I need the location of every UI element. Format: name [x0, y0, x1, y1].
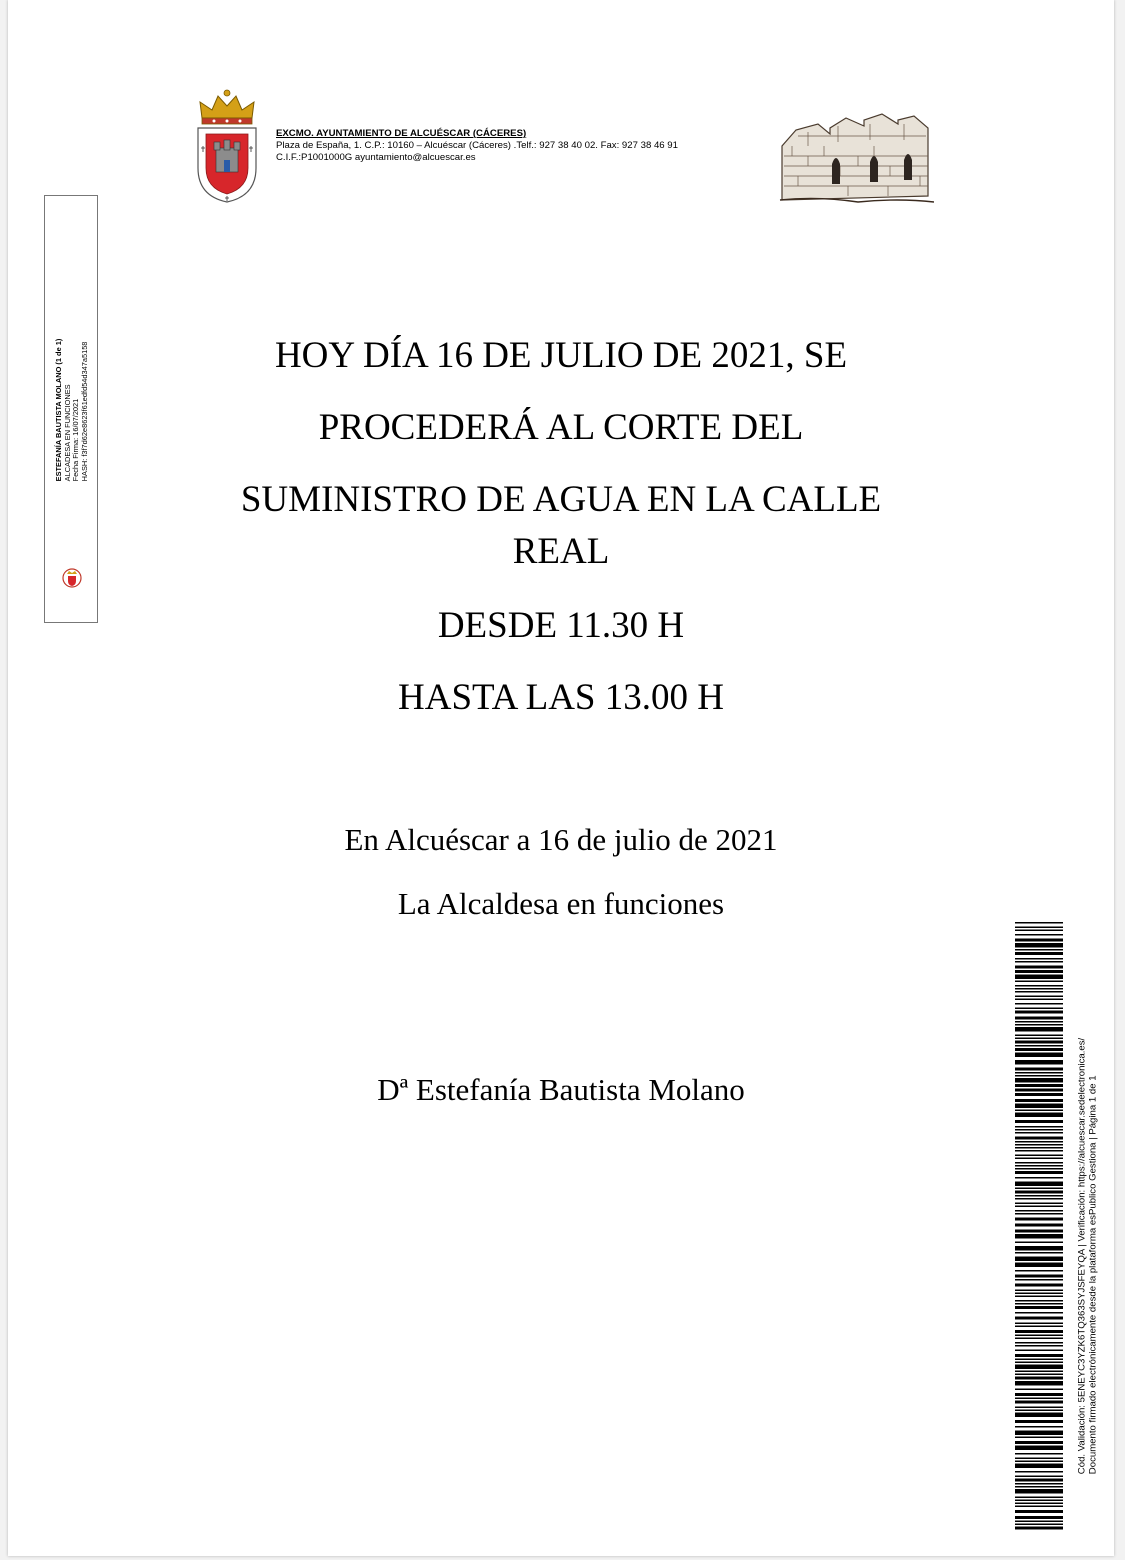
barcode-bar	[1015, 1306, 1063, 1309]
barcode-bar	[1015, 1144, 1063, 1146]
barcode-bar	[1015, 1326, 1063, 1328]
barcode-bar	[1015, 1242, 1063, 1244]
barcode-bar	[1015, 1099, 1063, 1102]
barcode-bar	[1015, 1420, 1063, 1423]
barcode-bar	[1015, 1338, 1063, 1340]
barcode-bar	[1015, 1354, 1063, 1357]
barcode-bar	[1015, 1147, 1063, 1149]
barcode-bar	[1015, 1158, 1063, 1160]
barcode-bar	[1015, 988, 1063, 990]
barcode-bar	[1015, 1113, 1063, 1118]
barcode-bar	[1015, 970, 1063, 973]
barcode-bar	[1015, 1323, 1063, 1325]
place-and-date: En Alcuéscar a 16 de julio de 2021	[344, 822, 778, 857]
barcode-bar	[1015, 996, 1063, 998]
barcode-bar	[1015, 1072, 1063, 1074]
barcode-bar	[1015, 1486, 1063, 1488]
barcode-bar	[1015, 1483, 1063, 1485]
barcode-bar	[1015, 1234, 1063, 1239]
barcode-bar	[1015, 1381, 1063, 1386]
barcode-bar	[1015, 1011, 1063, 1014]
barcode-bar	[1015, 1464, 1063, 1469]
barcode-bar	[1015, 1471, 1063, 1473]
barcode-bar	[1015, 1516, 1063, 1519]
barcode-bar	[1015, 949, 1063, 951]
barcode-bar	[1015, 1230, 1063, 1233]
barcode-bar	[1015, 1527, 1063, 1530]
barcode-bar	[1015, 1068, 1063, 1071]
barcode-bar	[1015, 1389, 1063, 1391]
barcode-bar	[1015, 1213, 1063, 1215]
barcode-bar	[1015, 1279, 1063, 1281]
barcode-bar	[1015, 1521, 1063, 1523]
barcode-bar	[1015, 1252, 1063, 1254]
barcode-bar	[1015, 1524, 1063, 1526]
barcode-bar	[1015, 1150, 1063, 1152]
signer-name: Dª Estefanía Bautista Molano	[377, 1072, 745, 1107]
organization-name: EXCMO. AYUNTAMIENTO DE ALCUÉSCAR (CÁCERES)	[276, 128, 527, 139]
barcode-bar	[1015, 1021, 1063, 1023]
barcode-bar	[1015, 1410, 1063, 1412]
document-page	[8, 0, 1114, 1556]
notice-line-2: PROCEDERÁ AL CORTE DEL	[318, 407, 804, 448]
barcode-bar	[1015, 1441, 1063, 1444]
barcode-bar	[1015, 1479, 1063, 1482]
barcode-bar	[1015, 1141, 1063, 1143]
barcode-bar	[1015, 1342, 1063, 1344]
barcode-bar	[1015, 1182, 1063, 1187]
verification-platform-line: Documento firmado electrónicamente desde la plataforma esPublico Gestiona | Página 1 de 1	[1088, 1075, 1099, 1475]
barcode-bar	[1015, 1203, 1063, 1205]
barcode-bar	[1015, 1503, 1063, 1505]
verification-text	[1077, 1038, 1100, 1474]
barcode-bar	[1015, 1038, 1063, 1040]
barcode-bar	[1015, 934, 1063, 936]
barcode-bar	[1015, 1246, 1063, 1251]
barcode-bar	[1015, 1461, 1063, 1463]
barcode-bar	[1015, 922, 1063, 924]
barcode-bar	[1015, 1500, 1063, 1502]
barcode-bar	[1015, 1374, 1063, 1376]
barcode-bar	[1015, 985, 1063, 987]
barcode-bar	[1015, 1035, 1063, 1037]
barcode-bar	[1015, 1293, 1063, 1295]
barcode-bar	[1015, 966, 1063, 969]
barcode-bar	[1015, 943, 1063, 948]
church-drawing	[778, 112, 934, 204]
barcode-bar	[1015, 1177, 1063, 1179]
barcode-bar	[1015, 958, 1063, 960]
barcode-bar	[1015, 1437, 1063, 1439]
barcode-bar	[1015, 1359, 1063, 1361]
barcode-bar	[1015, 1171, 1063, 1174]
barcode-bar	[1015, 1257, 1063, 1262]
barcode-bar	[1015, 1371, 1063, 1373]
barcode-bar	[1015, 1024, 1063, 1026]
barcode-bar	[1015, 1398, 1063, 1400]
barcode-bar	[1015, 1110, 1063, 1112]
barcode-bar	[1015, 1350, 1063, 1352]
barcode-bar	[1015, 1078, 1063, 1083]
barcode-bar	[1015, 1129, 1063, 1131]
barcode-bar	[1015, 1137, 1063, 1140]
barcode-bar	[1015, 1296, 1063, 1298]
barcode-bar	[1015, 961, 1063, 963]
barcode-bar	[1015, 1003, 1063, 1005]
barcode-bar	[1015, 1165, 1063, 1167]
address-line: Plaza de España, 1. C.P.: 10160 – Alcuéscar (Cáceres) .Telf.: 927 38 40 02. Fax: 927 38 46 91	[276, 140, 678, 151]
barcode-bar	[1015, 1407, 1063, 1409]
barcode-bar	[1015, 1393, 1063, 1396]
barcode-bar	[1015, 1270, 1063, 1272]
barcode-bar	[1015, 939, 1063, 942]
barcode-bar	[1015, 1218, 1063, 1221]
barcode-bar	[1015, 1263, 1063, 1268]
barcode-bar	[1015, 1155, 1063, 1157]
barcode-bar	[1015, 1446, 1063, 1451]
barcode-bar	[1015, 1510, 1063, 1513]
seal-icon	[61, 567, 83, 589]
signer-role: La Alcaldesa en funciones	[397, 886, 725, 921]
barcode-bar	[1015, 1126, 1063, 1128]
barcode-bar	[1015, 1084, 1063, 1087]
barcode-bar	[1015, 1008, 1063, 1010]
barcode-bar	[1015, 1168, 1063, 1170]
barcode-bar	[1015, 1330, 1063, 1333]
stamp-date: Fecha Firma: 16/07/2021	[71, 398, 80, 482]
barcode-bar	[1015, 1188, 1063, 1190]
barcode-bar	[1015, 999, 1063, 1001]
barcode-bar	[1015, 1104, 1063, 1109]
barcode-bar	[1015, 1132, 1063, 1134]
barcode-bar	[1015, 1497, 1063, 1499]
barcode-bar	[1015, 1335, 1063, 1337]
barcode	[1015, 922, 1063, 1530]
barcode-bar	[1015, 975, 1063, 980]
barcode-bar	[1015, 1312, 1063, 1314]
barcode-bar	[1015, 1317, 1063, 1320]
stamp-signer: ESTEFANÍA BAUTISTA MOLANO (1 de 1)	[53, 338, 63, 482]
barcode-bar	[1015, 1045, 1063, 1047]
barcode-bar	[1015, 991, 1063, 993]
coat-of-arms-logo	[194, 88, 260, 204]
notice-line-1: HOY DÍA 16 DE JULIO DE 2021, SE	[274, 335, 848, 376]
barcode-bar	[1015, 927, 1063, 929]
barcode-bar	[1015, 1120, 1063, 1123]
barcode-bar	[1015, 1060, 1063, 1065]
barcode-bar	[1015, 1027, 1063, 1032]
barcode-bar	[1015, 1377, 1063, 1380]
barcode-bar	[1015, 1362, 1063, 1364]
barcode-bar	[1015, 1303, 1063, 1305]
notice-line-3: SUMINISTRO DE AGUA EN LA CALLE REAL	[240, 479, 882, 572]
notice-line-4: DESDE 11.30 H	[437, 605, 685, 646]
barcode-bar	[1015, 930, 1063, 932]
barcode-bar	[1015, 1195, 1063, 1197]
barcode-bar	[1015, 1048, 1063, 1051]
barcode-bar	[1015, 1284, 1063, 1287]
barcode-bar	[1015, 1431, 1063, 1436]
barcode-bar	[1015, 1489, 1063, 1494]
barcode-bar	[1015, 1345, 1063, 1347]
cif-email-line: C.I.F.:P1001000G ayuntamiento@alcuescar.es	[276, 152, 476, 163]
barcode-bar	[1015, 1290, 1063, 1292]
stamp-hash: HASH: f3f7d62e8623f61edfd54d347a5158	[79, 341, 89, 482]
barcode-bar	[1015, 1224, 1063, 1227]
barcode-bar	[1015, 1041, 1063, 1044]
verification-code-line: Cód. Validación: 5ENEYC3YZK6TQ363SYJSFEYQA | Verificación: https://alcuescar.sedelectronica.es/	[1076, 1037, 1088, 1475]
barcode-bar	[1015, 1365, 1063, 1370]
barcode-bar	[1015, 1300, 1063, 1302]
barcode-bar	[1015, 1206, 1063, 1208]
stamp-role: ALCADESA EN FUNCIONES	[62, 384, 72, 482]
barcode-bar	[1015, 1075, 1063, 1077]
barcode-bar	[1015, 1162, 1063, 1164]
barcode-bar	[1015, 1053, 1063, 1058]
barcode-bar	[1015, 1401, 1063, 1404]
barcode-bar	[1015, 1089, 1063, 1092]
barcode-bar	[1015, 1413, 1063, 1418]
barcode-bar	[1015, 1458, 1063, 1460]
barcode-bar	[1015, 1198, 1063, 1200]
barcode-bar	[1015, 1093, 1063, 1096]
barcode-bar	[1015, 1506, 1063, 1508]
barcode-bar	[1015, 1426, 1063, 1428]
barcode-bar	[1015, 1017, 1063, 1020]
barcode-bar	[1015, 1191, 1063, 1194]
barcode-bar	[1015, 981, 1063, 983]
barcode-bar	[1015, 952, 1063, 955]
barcode-bar	[1015, 1476, 1063, 1478]
barcode-bar	[1015, 1275, 1063, 1278]
notice-line-5: HASTA LAS 13.00 H	[398, 677, 724, 718]
barcode-bar	[1015, 1453, 1063, 1455]
barcode-bar	[1015, 1210, 1063, 1212]
letterhead	[276, 128, 678, 164]
